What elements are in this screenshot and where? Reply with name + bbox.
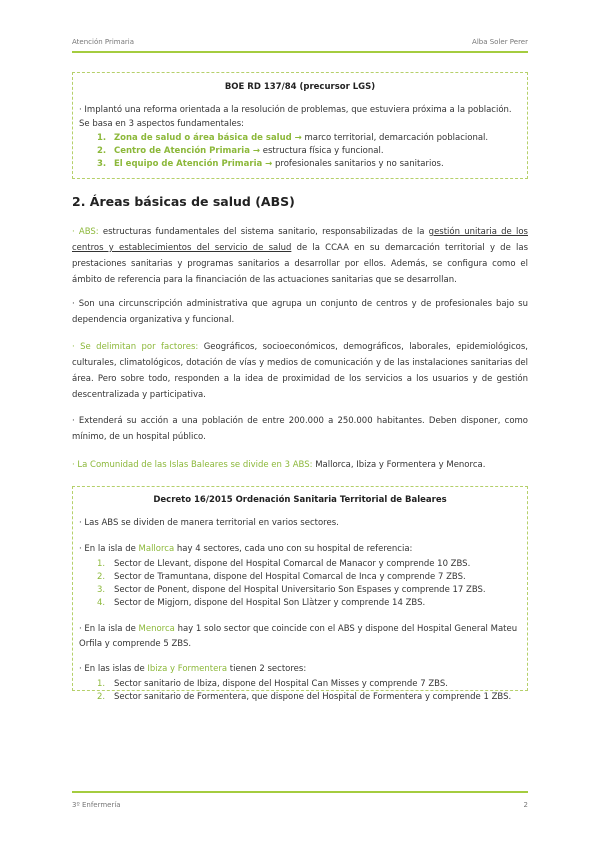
list-item: 4. Sector de Migjorn, dispone del Hospital Son Llàtzer y comprende 14 ZBS. (97, 598, 426, 608)
section-title: 2. Áreas básicas de salud (ABS) (72, 194, 295, 209)
menorca-line: · En la isla de Menorca hay 1 solo sector que coincide con el ABS y dispone del Hospital General Mateu Orfila y comprende 5 ZBS. (79, 624, 518, 649)
boe-intro: · Implantó una reforma orientada a la resolución de problemas, que estuviera próxima a la población. Se basa en 3 aspectos fundamentales: (79, 105, 512, 129)
abs-poblacion: · Extenderá su acción a una población de entre 200.000 a 250.000 habitantes. Deben disponer, como mínimo, de un hospital público. (72, 416, 528, 442)
page-number: 2 (523, 801, 528, 809)
boe-box-title: BOE RD 137/84 (precursor LGS) (224, 82, 376, 92)
ibiza-line: · En las islas de Ibiza y Formentera tienen 2 sectores: (79, 664, 307, 674)
header-subject: Atención Primaria (72, 38, 135, 46)
decreto-box (72, 486, 528, 702)
list-item: 1. Sector de Llevant, dispone del Hospital Comarcal de Manacor y comprende 10 ZBS. (97, 559, 471, 569)
decreto-line-1: · Las ABS se dividen de manera territorial en varios sectores. (79, 518, 339, 528)
abs-definition: · ABS: estructuras fundamentales del sistema sanitario, responsabilizadas de la gestión unitaria de los centros y establecimientos del servicio de salud de la CCAA en su demarcación territorial y de las prestaciones sanitarias y programas sanitarios a desarrollar por ellos. Además, se configura como el ámbito de referencia para la financiación de las actuaciones sanitarias que se desarrollan. (72, 227, 528, 285)
list-item: 2. Sector sanitario de Formentera, que dispone del Hospital de Formentera y comprende 1 ZBS. (97, 692, 512, 702)
header-author: Alba Soler Perer (472, 38, 528, 46)
abs-factores: · Se delimitan por factores: Geográficos, socioeconómicos, demográficos, laborales, epidemiológicos, culturales, climatológicos, dotación de vías y medios de comunicación y de las instalaciones sanitarias del área. Pero sobre todo, responden a la idea de proximidad de los servicios a los usuarios y de gestión descentralizada y participativa. (72, 342, 528, 400)
mallorca-line: · En la isla de Mallorca hay 4 sectores, cada uno con su hospital de referencia: (79, 544, 413, 554)
list-item: 1. Sector sanitario de Ibiza, dispone del Hospital Can Misses y comprende 7 ZBS. (97, 679, 448, 689)
footer-course: 3º Enfermería (72, 801, 121, 809)
mallorca-list (97, 558, 527, 610)
boe-box (72, 72, 528, 179)
abs-baleares: · La Comunidad de las Islas Baleares se divide en 3 ABS: Mallorca, Ibiza y Formentera y Menorca. (72, 460, 486, 470)
boe-item-2: 2. Centro de Atención Primaria → estructura física y funcional. (97, 146, 384, 156)
list-item: 2. Sector de Tramuntana, dispone del Hospital Comarcal de Inca y comprende 7 ZBS. (97, 572, 466, 582)
ibiza-list (97, 678, 527, 704)
list-item: 3. Sector de Ponent, dispone del Hospital Universitario Son Espases y comprende 17 ZBS. (97, 585, 486, 595)
header-rule (72, 51, 528, 53)
boe-item-3: 3. El equipo de Atención Primaria → profesionales sanitarios y no sanitarios. (97, 159, 444, 169)
decreto-box-title: Decreto 16/2015 Ordenación Sanitaria Territorial de Baleares (153, 495, 447, 505)
boe-item-1: 1. Zona de salud o área básica de salud → marco territorial, demarcación poblacional. (97, 133, 489, 143)
boe-list (97, 132, 527, 171)
abs-circunscripcion: · Son una circunscripción administrativa que agrupa un conjunto de centros y de profesionales bajo su dependencia organizativa y funcional. (72, 299, 528, 325)
footer-rule (72, 791, 528, 793)
